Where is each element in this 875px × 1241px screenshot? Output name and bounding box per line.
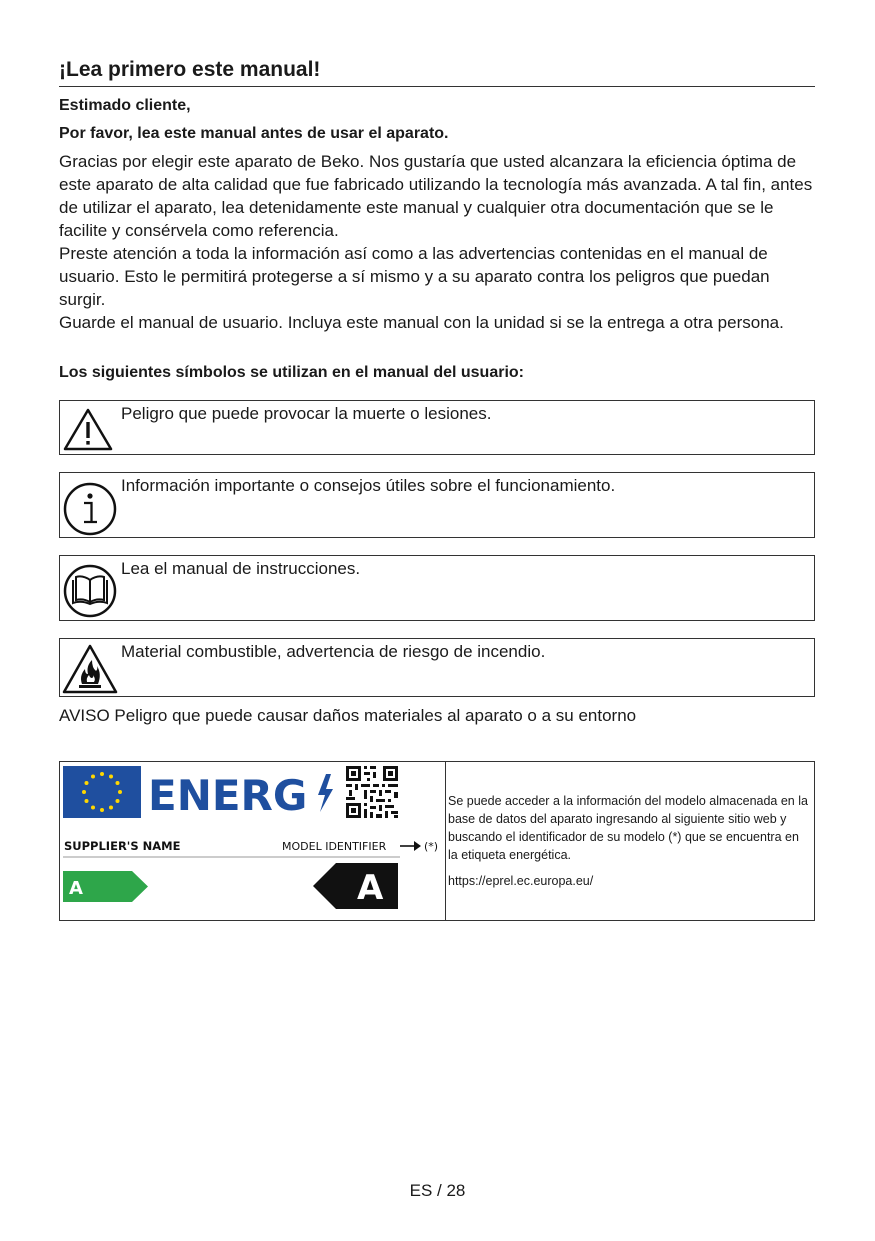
page-number: ES / 28 [409,1181,466,1200]
warning-triangle-icon [62,406,114,457]
energy-label-box [59,761,815,921]
symbol-text-fire: Material combustible, advertencia de riesgo de incendio. [121,642,546,661]
eu-flag-icon [63,766,141,818]
energ-brand-text: ENERG [148,771,308,820]
supplier-name-text: SUPPLIER'S NAME [64,839,181,853]
symbol-box-book [59,555,815,621]
symbol-box-danger [59,400,815,455]
notice-text: AVISO Peligro que puede causar daños materiales al aparato o a su entorno [59,706,637,725]
paragraph-intro: Gracias por elegir este aparato de Beko. Nos gustaría que usted alcanzara la eficiencia óptima de este aparato de alta calidad que fue fabricado utilizando la tecnología más avanzada. A tal fin, antes de utilizar el aparato, lea detenidamente este manual y cualquier otra documentación que se le facilite y consérvela como referencia. [59,152,813,240]
energy-class-big-text: A [357,868,384,908]
book-icon [62,564,118,623]
symbol-box-info [59,472,815,538]
paragraph-warnings: Preste atención a toda la información así como a las advertencias contenidas en el manual de usuario. Esto le permitirá protegerse a sí mismo y a su aparato contra los peligros que puedan surgir. [59,244,770,309]
model-identifier-text: MODEL IDENTIFIER [282,840,387,853]
energy-label-image [60,762,446,920]
energy-info-panel [448,792,808,898]
symbol-text-danger: Peligro que puede provocar la muerte o lesiones. [121,404,492,423]
paragraph-keep-manual: Guarde el manual de usuario. Incluya este manual con la unidad si se la entrega a otra persona. [59,313,784,332]
greeting: Estimado cliente, [59,97,191,114]
model-asterisk-text: (*) [424,840,439,853]
symbol-text-book: Lea el manual de instrucciones. [121,559,361,578]
symbol-box-fire [59,638,815,697]
qr-code-icon [346,766,398,818]
energy-info-text: Se puede acceder a la información del modelo almacenada en la base de datos del aparato ingresando al siguiente sitio web y buscando el identificador de su modelo (*) que se encuentra en la etiqueta energética. [448,794,808,862]
energy-class-arrow-big [313,863,398,909]
symbols-heading: Los siguientes símbolos se utilizan en el manual del usuario: [59,364,524,381]
energy-class-small-text: A [69,878,83,899]
page-title: ¡Lea primero este manual! [59,58,815,87]
info-circle-icon [62,482,118,541]
eprel-link[interactable]: https://eprel.ec.europa.eu/ [448,874,594,888]
lightning-icon [318,774,333,812]
symbol-text-info: Información importante o consejos útiles sobre el funcionamiento. [121,476,616,495]
request-text: Por favor, lea este manual antes de usar el aparato. [59,125,449,142]
fire-warning-icon [62,643,118,700]
